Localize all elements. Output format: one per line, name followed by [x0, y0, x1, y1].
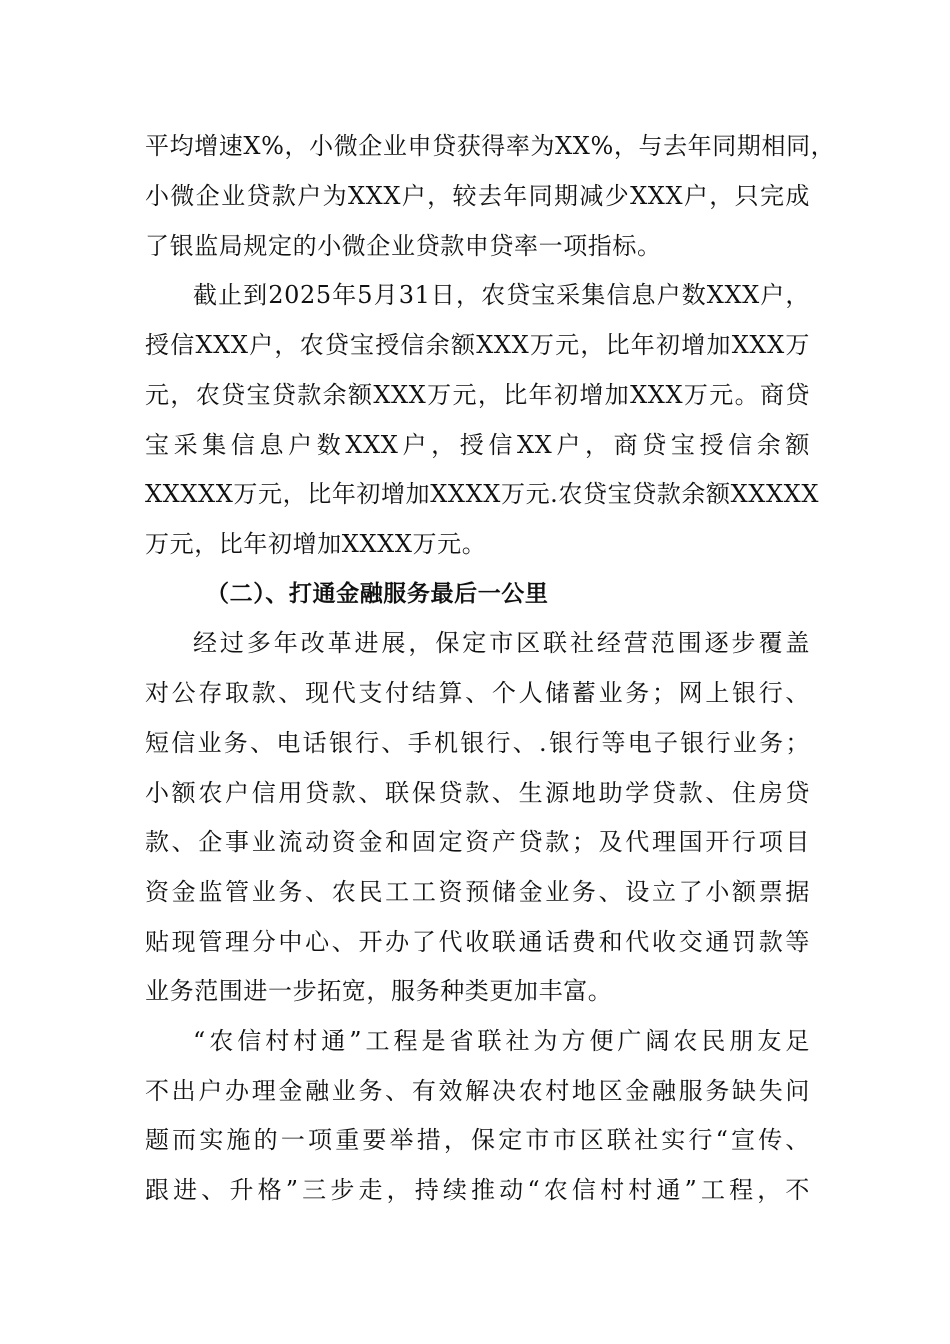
text-line: 跟进、升格”三步走，持续推动“农信村村通”工程，不: [145, 1176, 810, 1204]
text-line: 贴现管理分中心、开办了代收联通话费和代收交通罚款等: [145, 928, 810, 956]
text-line: XXXXX万元，比年初增加XXXX万元.农贷宝贷款余额XXXXX: [145, 480, 820, 508]
text-line: 业务范围进一步拓宽，服务种类更加丰富。: [145, 977, 613, 1005]
text-line: “农信村村通”工程是省联社为方便广阔农民朋友足: [193, 1027, 810, 1055]
text-line: 小微企业贷款户为XXX户，较去年同期减少XXX户，只完成: [145, 182, 810, 210]
text-line: 题而实施的一项重要举措，保定市市区联社实行“宣传、: [145, 1126, 810, 1154]
text-line: 对公存取款、现代支付结算、个人储蓄业务；网上银行、: [145, 679, 810, 707]
text-line: 元，农贷宝贷款余额XXX万元，比年初增加XXX万元。商贷: [145, 381, 810, 409]
text-line: 资金监管业务、农民工工资预储金业务、设立了小额票据: [145, 878, 810, 906]
text-line: 万元，比年初增加XXXX万元。: [145, 530, 487, 558]
text-line: 短信业务、电话银行、手机银行、.银行等电子银行业务；: [145, 729, 810, 757]
text-line: 平均增速X%，小微企业申贷获得率为XX%，与去年同期相同，: [145, 132, 836, 160]
text-line: 经过多年改革进展，保定市区联社经营范围逐步覆盖: [193, 629, 810, 657]
text-line: 授信XXX户，农贷宝授信余额XXX万元，比年初增加XXX万: [145, 331, 810, 359]
text-line: 宝采集信息户数XXX户，授信XX户，商贷宝授信余额: [145, 431, 810, 459]
text-line: 截止到2025年5月31日，农贷宝采集信息户数XXX户，: [193, 281, 810, 309]
section-heading: （二）、打通金融服务最后一公里: [206, 581, 549, 607]
text-line: 款、企事业流动资金和固定资产贷款；及代理国开行项目: [145, 828, 810, 856]
text-line: 了银监局规定的小微企业贷款申贷率一项指标。: [145, 232, 662, 260]
text-line: 小额农户信用贷款、联保贷款、生源地助学贷款、住房贷: [145, 779, 810, 807]
text-line: 不出户办理金融业务、有效解决农村地区金融服务缺失问: [145, 1077, 810, 1105]
